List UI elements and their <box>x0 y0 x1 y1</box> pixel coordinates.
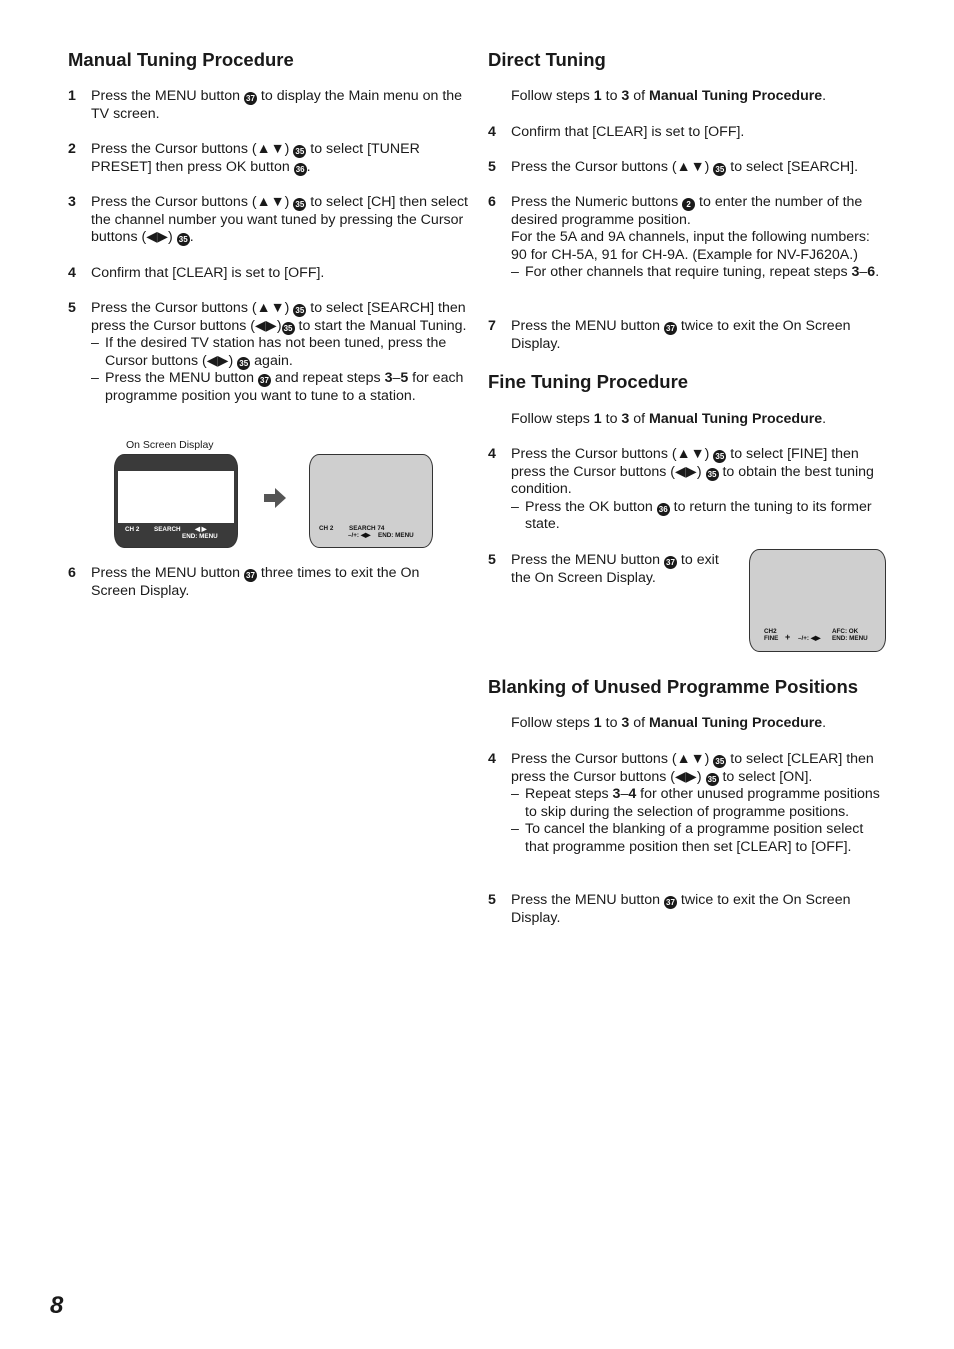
step-text: Press the Cursor buttons (▲▼) <box>91 194 294 210</box>
step-text: to exit the On Screen Display. <box>511 552 719 586</box>
button-ref-badge: 35 <box>706 468 719 481</box>
section-title-manual-tuning: Manual Tuning Procedure <box>68 49 294 70</box>
step-number: 5 <box>488 892 496 908</box>
fine-step-4 <box>488 446 888 534</box>
step-text: to select [SEARCH] then press the Cursor buttons (◀▶) <box>91 300 466 334</box>
step-number: 5 <box>488 552 496 568</box>
osd-channel: CH2 <box>764 628 777 635</box>
direct-step-5 <box>488 159 888 177</box>
step-text: Press the MENU button <box>511 318 664 334</box>
direct-step-6 <box>488 194 888 282</box>
button-ref-badge: 35 <box>237 357 250 370</box>
button-ref-badge: 37 <box>244 569 257 582</box>
right-arrow-icon <box>264 488 286 508</box>
step-text: to start the Manual Tuning. <box>294 317 467 334</box>
step-text: twice to exit the On Screen Display. <box>511 318 851 352</box>
osd-caption: On Screen Display <box>126 439 214 451</box>
button-ref-badge: 36 <box>657 503 670 516</box>
step-number: 7 <box>488 318 496 334</box>
step-text: to select [ON]. <box>718 768 813 785</box>
step-text: Press the MENU button <box>91 565 244 581</box>
step-note: – Press the OK button 36 to return the tuning to its former state. <box>511 499 888 534</box>
manual-step-6 <box>68 565 468 600</box>
step-number: 2 <box>68 141 76 157</box>
button-ref-badge: 35 <box>713 163 726 176</box>
direct-step-7 <box>488 318 888 353</box>
step-text: to select [FINE] then press the Cursor buttons (◀▶) <box>511 446 859 480</box>
step-text: Press the Cursor buttons (▲▼) <box>511 446 714 462</box>
osd-search: SEARCH 74 <box>349 525 385 532</box>
step-text: Press the MENU button <box>511 552 664 568</box>
button-ref-badge: 37 <box>664 322 677 335</box>
button-ref-badge: 36 <box>294 163 307 176</box>
button-ref-badge: 35 <box>293 198 306 211</box>
blanking-step-5 <box>488 892 888 927</box>
step-note: – To cancel the blanking of a programme position select that programme position then set [CLEAR] to [OFF]. <box>511 821 888 856</box>
tv-screen-search-result <box>309 454 433 548</box>
osd-afc: AFC: OK <box>832 628 859 635</box>
step-text: Confirm that [CLEAR] is set to [OFF]. <box>511 124 745 140</box>
step-text: twice to exit the On Screen Display. <box>511 892 851 926</box>
section-title-blanking: Blanking of Unused Programme Positions <box>488 676 859 697</box>
step-text: to enter the number of the desired programme position. <box>511 194 863 228</box>
step-text: Press the Cursor buttons (▲▼) <box>511 751 714 767</box>
osd-end-menu: END: MENU <box>182 533 218 540</box>
tv-screen-fine-tuning <box>749 549 886 652</box>
osd-keys: –/+: ◀▶ <box>798 635 821 642</box>
osd-end-menu: END: MENU <box>378 532 414 539</box>
step-text: Press the Cursor buttons (▲▼) <box>91 141 294 157</box>
step-text: . <box>189 229 194 246</box>
step-text: to select [CLEAR] then press the Cursor buttons (◀▶) <box>511 751 874 785</box>
step-note: – For other channels that require tuning, repeat steps 3–6. <box>511 264 888 282</box>
step-text: . <box>306 158 311 175</box>
tv-screen-search-start <box>114 454 238 548</box>
step-number: 4 <box>488 124 496 140</box>
button-ref-badge: 37 <box>664 556 677 569</box>
manual-step-5 <box>68 300 468 406</box>
step-text: to select [CH] then select the channel number you want tuned by pressing the Cursor buttons (◀▶) <box>91 194 468 246</box>
button-ref-badge: 35 <box>293 145 306 158</box>
step-number: 4 <box>488 751 496 767</box>
osd-end-menu: END: MENU <box>832 635 868 642</box>
step-text: Press the MENU button <box>511 892 664 908</box>
step-number: 6 <box>488 194 496 210</box>
button-ref-badge: 35 <box>293 304 306 317</box>
follow-steps-note: Follow steps 1 to 3 of Manual Tuning Procedure. <box>511 88 827 104</box>
step-text: Press the Numeric buttons <box>511 194 683 210</box>
step-number: 6 <box>68 565 76 581</box>
step-text: Press the MENU button <box>91 88 244 104</box>
button-ref-badge: 35 <box>713 755 726 768</box>
osd-plus: + <box>785 632 791 642</box>
step-note: – Press the MENU button 37 and repeat steps 3–5 for each programme position you want to tune to a station. <box>91 370 468 405</box>
step-text: three times to exit the On Screen Display. <box>91 565 420 599</box>
step-text: Press the Cursor buttons (▲▼) <box>91 300 294 316</box>
step-number: 4 <box>68 265 76 281</box>
button-ref-badge: 35 <box>713 450 726 463</box>
osd-channel: CH 2 <box>125 526 140 533</box>
step-text: For the 5A and 9A channels, input the following numbers: 90 for CH-5A, 91 for CH-9A. (Example for NV-FJ620A.) <box>511 229 870 263</box>
osd-search: SEARCH <box>154 526 181 533</box>
step-text: to select [SEARCH]. <box>726 159 859 175</box>
fine-step-5 <box>488 552 728 587</box>
blanking-step-4 <box>488 751 888 857</box>
step-number: 3 <box>68 194 76 210</box>
button-ref-badge: 35 <box>282 322 295 335</box>
section-title-fine-tuning: Fine Tuning Procedure <box>488 371 689 392</box>
manual-step-1 <box>68 88 468 123</box>
step-text: to display the Main menu on the TV screen. <box>91 88 463 122</box>
button-ref-badge: 35 <box>706 773 719 786</box>
section-title-direct-tuning: Direct Tuning <box>488 49 606 70</box>
follow-steps-note: Follow steps 1 to 3 of Manual Tuning Procedure. <box>511 715 827 731</box>
button-ref-badge: 35 <box>177 233 190 246</box>
button-ref-badge: 37 <box>664 896 677 909</box>
osd-arrows: ◀ ▶ <box>195 526 207 533</box>
step-number: 5 <box>68 300 76 316</box>
osd-channel: CH 2 <box>319 525 334 532</box>
step-number: 5 <box>488 159 496 175</box>
step-text: Confirm that [CLEAR] is set to [OFF]. <box>91 265 325 281</box>
manual-step-3 <box>68 194 468 247</box>
direct-step-4 <box>488 124 888 142</box>
button-ref-badge: 37 <box>258 374 271 387</box>
page-number: 8 <box>50 1292 64 1319</box>
step-number: 4 <box>488 446 496 462</box>
manual-step-2 <box>68 141 468 176</box>
osd-keys: –/+: ◀▶ <box>348 532 371 539</box>
step-note: – If the desired TV station has not been tuned, press the Cursor buttons (◀▶) 35 again. <box>91 335 468 370</box>
manual-step-4 <box>68 265 468 283</box>
step-number: 1 <box>68 88 76 104</box>
step-text: to obtain the best tuning condition. <box>511 463 874 498</box>
step-text: Press the Cursor buttons (▲▼) <box>511 159 714 175</box>
button-ref-badge: 2 <box>682 198 695 211</box>
step-note: – Repeat steps 3–4 for other unused programme positions to skip during the selection of programme positions. <box>511 786 888 821</box>
osd-fine: FINE <box>764 635 779 642</box>
button-ref-badge: 37 <box>244 92 257 105</box>
follow-steps-note: Follow steps 1 to 3 of Manual Tuning Procedure. <box>511 411 827 427</box>
step-text: to select [TUNER PRESET] then press OK button <box>91 141 420 175</box>
